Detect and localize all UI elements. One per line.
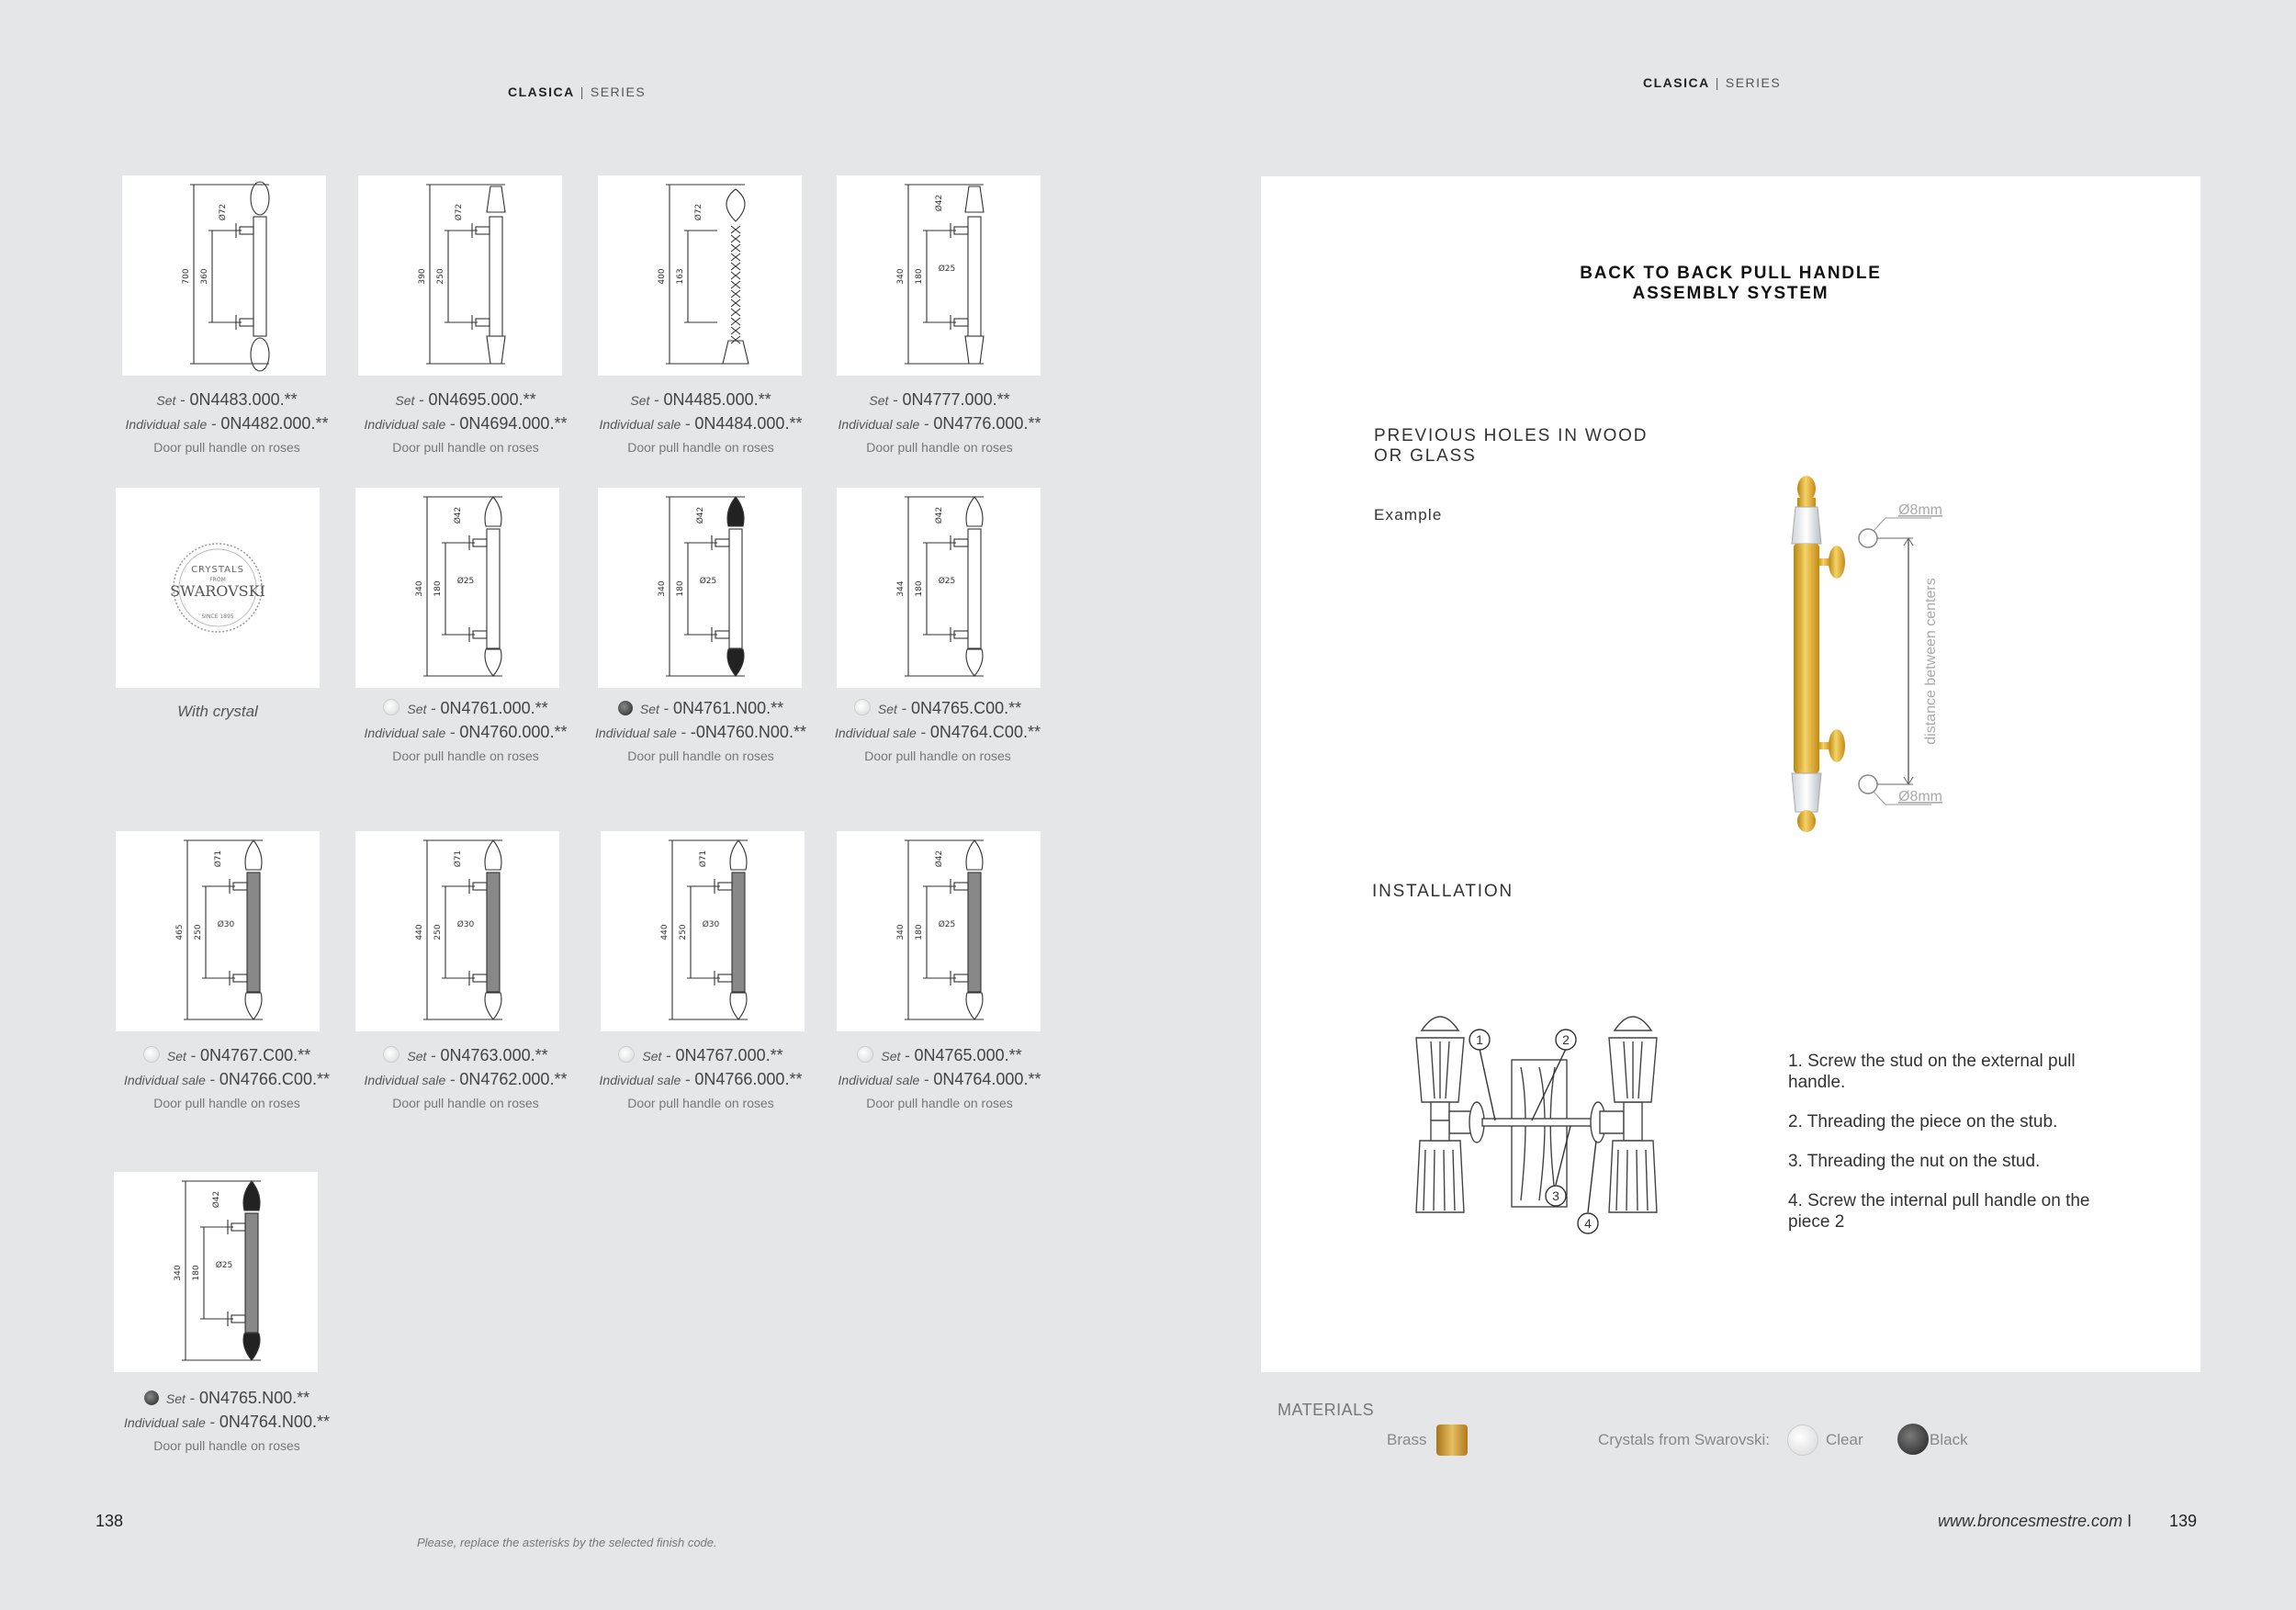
- individual-sale-code: 0N4694.000.**: [459, 414, 568, 433]
- set-label: Set: [642, 1049, 662, 1064]
- hole-top-icon: [1859, 529, 1877, 547]
- handle-technical-drawing: [122, 175, 326, 376]
- set-line: Set - 0N4777.000.**: [869, 390, 1010, 409]
- set-label: Set: [877, 702, 897, 716]
- dimension-label: 344: [896, 580, 906, 597]
- product-caption: [342, 697, 590, 768]
- set-code: 0N4763.000.**: [440, 1046, 548, 1064]
- product-caption: [577, 697, 825, 768]
- product-caption: [577, 1044, 825, 1115]
- set-line: Set - 0N4763.000.**: [342, 1044, 590, 1068]
- product-description: Door pull handle on roses: [864, 749, 1011, 763]
- holes-diagram: [1859, 502, 1942, 805]
- website-url[interactable]: [1938, 1512, 2132, 1531]
- individual-sale-line: Individual sale - 0N4764.C00.**: [835, 723, 1041, 741]
- set-line: Set - 0N4695.000.**: [395, 390, 536, 409]
- individual-sale-label: Individual sale: [124, 1415, 206, 1430]
- dimension-label: 400: [658, 268, 667, 285]
- product-caption: [103, 1387, 351, 1458]
- individual-sale-code: 0N4764.000.**: [933, 1070, 1041, 1088]
- individual-sale-line: Individual sale - 0N4694.000.**: [364, 414, 568, 433]
- dimension-label: 180: [433, 580, 443, 597]
- dimension-label: 163: [676, 268, 685, 285]
- dimension-label: Ø30: [217, 920, 235, 929]
- dimension-label: 340: [896, 924, 906, 940]
- set-label: Set: [881, 1049, 901, 1064]
- product-drawing-card: [122, 175, 326, 376]
- individual-sale-code: 0N4764.N00.**: [219, 1413, 330, 1431]
- individual-sale-label: Individual sale: [599, 1073, 681, 1087]
- clear-crystal-icon: [383, 1046, 400, 1063]
- dimension-label: 465: [175, 924, 185, 940]
- product-drawing-card: [837, 488, 1041, 688]
- dimension-label: Ø25: [215, 1261, 233, 1270]
- callout-1-label: 1: [1476, 1032, 1483, 1047]
- handle-holes-diagram: [1720, 470, 1977, 838]
- installation-heading: INSTALLATION: [1372, 882, 1514, 901]
- handle-technical-drawing: [837, 488, 1041, 688]
- handle-technical-drawing: [837, 175, 1041, 376]
- product-caption: [103, 388, 351, 459]
- swarovski-caption: With crystal: [177, 703, 258, 720]
- set-code: 0N4483.000.**: [189, 390, 298, 409]
- header-brand: CLASICA: [508, 84, 575, 99]
- individual-sale-line: Individual sale - 0N4766.000.**: [599, 1070, 803, 1088]
- handle-technical-drawing: [116, 831, 320, 1031]
- header-separator: |: [1715, 75, 1720, 90]
- product-drawing-card: [358, 175, 562, 376]
- product-caption: [342, 388, 590, 459]
- handle-technical-drawing: [355, 831, 559, 1031]
- swarovski-logo: [116, 488, 320, 688]
- individual-sale-code: 0N4482.000.**: [220, 414, 329, 433]
- individual-sale-label: Individual sale: [838, 1073, 920, 1087]
- dimension-label: 180: [915, 580, 924, 597]
- gold-handle-image: [1792, 476, 1845, 832]
- product-drawing-card: [598, 488, 802, 688]
- step-4: 4. Screw the internal pull handle on the piece 2: [1788, 1191, 2090, 1232]
- set-code: 0N4485.000.**: [663, 390, 771, 409]
- dimension-label: 340: [658, 580, 667, 597]
- individual-sale-label: Individual sale: [125, 417, 208, 432]
- black-label: Black: [1930, 1431, 1968, 1448]
- holes-heading: [1374, 426, 1648, 467]
- product-description: Door pull handle on roses: [153, 1096, 300, 1110]
- dimension-label: 180: [915, 924, 924, 940]
- product-description: Door pull handle on roses: [392, 749, 539, 763]
- set-code: 0N4767.000.**: [675, 1046, 783, 1064]
- dimension-label: Ø25: [938, 577, 956, 586]
- holes-heading-line2: OR GLASS: [1374, 446, 1477, 466]
- dimension-label: 340: [174, 1265, 183, 1281]
- hole-bottom-icon: [1859, 775, 1877, 794]
- black-crystal-icon: [144, 1390, 159, 1405]
- product-caption: [816, 1044, 1064, 1115]
- materials-heading: MATERIALS: [1277, 1401, 1375, 1419]
- footer-separator: I: [2127, 1512, 2133, 1530]
- handle-technical-drawing: [358, 175, 562, 376]
- dimension-label: Ø30: [456, 920, 475, 929]
- dimension-label: 180: [192, 1265, 201, 1281]
- product-caption: [577, 388, 825, 459]
- panel-title: [1261, 264, 2200, 304]
- dimension-label: 360: [200, 268, 209, 285]
- step-1: 1. Screw the stud on the external pull handle.: [1788, 1052, 2076, 1092]
- handle-technical-drawing: [598, 488, 802, 688]
- set-label: Set: [639, 702, 659, 716]
- clear-label: Clear: [1826, 1431, 1863, 1448]
- product-description: Door pull handle on roses: [153, 440, 300, 455]
- installation-steps: [1788, 1051, 2100, 1251]
- individual-sale-code: 0N4776.000.**: [933, 414, 1041, 433]
- product-description: Door pull handle on roses: [153, 1438, 300, 1453]
- set-label: Set: [407, 702, 427, 716]
- set-label: Set: [166, 1049, 186, 1064]
- handle-technical-drawing: [114, 1172, 318, 1372]
- panel-title-line1: BACK TO BACK PULL HANDLE: [1580, 264, 1882, 283]
- clear-crystal-icon: [383, 699, 400, 715]
- header-series: SERIES: [590, 84, 647, 99]
- brass-swatch-icon: [1436, 1424, 1468, 1456]
- set-label: Set: [156, 393, 176, 408]
- individual-sale-line: Individual sale - -0N4760.N00.**: [595, 723, 806, 741]
- product-description: Door pull handle on roses: [866, 1096, 1013, 1110]
- set-code: 0N4765.N00.**: [199, 1389, 310, 1407]
- dimension-label: Ø42: [935, 506, 944, 524]
- set-line: Set - 0N4767.000.**: [577, 1044, 825, 1068]
- individual-sale-line: Individual sale - 0N4766.C00.**: [124, 1070, 330, 1088]
- individual-sale-code: 0N4766.C00.**: [219, 1070, 330, 1088]
- dimension-label: 440: [660, 924, 670, 940]
- crystals-label: Crystals from Swarovski:: [1598, 1431, 1771, 1448]
- set-line: Set - 0N4485.000.**: [630, 390, 771, 409]
- product-caption: [342, 1044, 590, 1115]
- set-label: Set: [407, 1049, 427, 1064]
- distance-label: distance between centers: [1923, 578, 1939, 745]
- product-description: Door pull handle on roses: [627, 1096, 774, 1110]
- callout-4-label: 4: [1584, 1216, 1592, 1231]
- individual-sale-label: Individual sale: [835, 726, 917, 740]
- product-drawing-card: [355, 831, 559, 1031]
- dimension-label: Ø25: [938, 920, 956, 929]
- header-brand: CLASICA: [1643, 75, 1710, 90]
- product-drawing-card: [837, 175, 1041, 376]
- individual-sale-label: Individual sale: [364, 1073, 446, 1087]
- brass-label: Brass: [1387, 1431, 1427, 1448]
- clear-crystal-icon: [618, 1046, 635, 1063]
- product-description: Door pull handle on roses: [392, 1096, 539, 1110]
- dimension-label: 390: [418, 268, 427, 285]
- logo-since: SINCE 1895: [201, 614, 234, 620]
- example-label: Example: [1374, 506, 1443, 524]
- black-crystal-icon: [1897, 1424, 1929, 1455]
- set-code: 0N4695.000.**: [428, 390, 536, 409]
- individual-sale-label: Individual sale: [595, 726, 677, 740]
- logo-from: FROM: [209, 577, 226, 583]
- individual-sale-code: 0N4760.000.**: [459, 723, 568, 741]
- dimension-label: 250: [433, 924, 443, 940]
- individual-sale-line: Individual sale - 0N4760.000.**: [364, 723, 568, 741]
- header-separator: |: [580, 84, 585, 99]
- set-line: Set - 0N4767.C00.**: [103, 1044, 351, 1068]
- product-drawing-card: [837, 831, 1041, 1031]
- dimension-label: Ø42: [935, 850, 944, 868]
- individual-sale-label: Individual sale: [599, 417, 681, 432]
- dimension-label: 250: [679, 924, 688, 940]
- product-drawing-card: [114, 1172, 318, 1372]
- product-description: Door pull handle on roses: [866, 440, 1013, 455]
- panel-title-line2: ASSEMBLY SYSTEM: [1632, 284, 1829, 303]
- set-code: 0N4761.N00.**: [673, 699, 784, 717]
- set-code: 0N4767.C00.**: [200, 1046, 311, 1064]
- page-number-left: 138: [96, 1512, 124, 1530]
- individual-sale-line: Individual sale - 0N4776.000.**: [838, 414, 1041, 433]
- individual-sale-line: Individual sale - 0N4764.N00.**: [124, 1413, 330, 1431]
- dimension-label: 180: [676, 580, 685, 597]
- dimension-label: Ø25: [699, 577, 717, 586]
- set-code: 0N4777.000.**: [902, 390, 1010, 409]
- individual-sale-line: Individual sale - 0N4762.000.**: [364, 1070, 568, 1088]
- set-code: 0N4765.C00.**: [911, 699, 1022, 717]
- dimension-label: Ø42: [212, 1190, 221, 1209]
- product-description: Door pull handle on roses: [627, 749, 774, 763]
- dimension-label: Ø72: [219, 203, 228, 221]
- dimension-label: Ø71: [699, 850, 708, 868]
- clear-crystal-icon: [857, 1046, 873, 1063]
- dimension-label: Ø42: [935, 194, 944, 212]
- set-line: Set - 0N4761.N00.**: [577, 697, 825, 721]
- swarovski-logo-card: [116, 488, 320, 688]
- individual-sale-line: Individual sale - 0N4482.000.**: [125, 414, 329, 433]
- product-caption: [103, 1044, 351, 1115]
- dimension-label: 180: [915, 268, 924, 285]
- dimension-label: 440: [415, 924, 424, 940]
- product-drawing-card: [355, 488, 559, 688]
- product-description: Door pull handle on roses: [627, 440, 774, 455]
- hole-top-label: Ø8mm: [1898, 502, 1942, 518]
- callout-2-label: 2: [1562, 1032, 1570, 1047]
- set-label: Set: [630, 393, 650, 408]
- individual-sale-code: 0N4766.000.**: [694, 1070, 803, 1088]
- handle-technical-drawing: [837, 831, 1041, 1031]
- dimension-label: Ø25: [938, 265, 956, 274]
- assembly-panel: [1261, 176, 2200, 1372]
- handle-technical-drawing: [598, 175, 802, 376]
- set-label: Set: [869, 393, 889, 408]
- product-caption: [814, 697, 1062, 768]
- logo-name: SWAROVSKI: [170, 582, 265, 600]
- dimension-label: Ø30: [702, 920, 720, 929]
- product-drawing-card: [601, 831, 805, 1031]
- callout-3-label: 3: [1552, 1188, 1559, 1203]
- individual-sale-line: Individual sale - 0N4484.000.**: [599, 414, 803, 433]
- product-drawing-card: [116, 831, 320, 1031]
- set-code: 0N4765.000.**: [914, 1046, 1022, 1064]
- product-description: Door pull handle on roses: [392, 440, 539, 455]
- set-line: Set - 0N4765.N00.**: [103, 1387, 351, 1411]
- dimension-label: 250: [436, 268, 445, 285]
- dimension-label: 250: [194, 924, 203, 940]
- step-3: 3. Threading the nut on the stud.: [1788, 1152, 2041, 1171]
- set-code: 0N4761.000.**: [440, 699, 548, 717]
- individual-sale-code: 0N4764.C00.**: [929, 723, 1041, 741]
- dimension-label: 700: [182, 268, 191, 285]
- dimension-label: Ø72: [694, 203, 703, 221]
- dimension-label: Ø72: [455, 203, 464, 221]
- handle-technical-drawing: [601, 831, 805, 1031]
- set-line: Set - 0N4761.000.**: [342, 697, 590, 721]
- logo-crystals: CRYSTALS: [191, 565, 244, 575]
- header-series: SERIES: [1725, 75, 1782, 90]
- holes-heading-line1: PREVIOUS HOLES IN WOOD: [1374, 426, 1649, 445]
- individual-sale-label: Individual sale: [364, 417, 446, 432]
- clear-crystal-icon: [1787, 1424, 1818, 1456]
- finish-note: Please, replace the asterisks by the selected finish code.: [417, 1536, 717, 1549]
- clear-crystal-icon: [143, 1046, 160, 1063]
- dimension-label: Ø71: [454, 850, 463, 868]
- black-crystal-icon: [618, 701, 633, 715]
- individual-sale-label: Individual sale: [364, 726, 446, 740]
- handle-technical-drawing: [355, 488, 559, 688]
- step-2: 2. Threading the piece on the stub.: [1788, 1112, 2058, 1132]
- left-header: [508, 84, 646, 99]
- page-number-right: 139: [2169, 1512, 2198, 1530]
- website-url-text[interactable]: www.broncesmestre.com: [1938, 1512, 2123, 1530]
- set-label: Set: [165, 1391, 186, 1406]
- dimension-label: Ø71: [214, 850, 223, 868]
- dimension-label: Ø42: [696, 506, 705, 524]
- installation-diagram: [1403, 1003, 1743, 1242]
- individual-sale-line: Individual sale - 0N4764.000.**: [838, 1070, 1041, 1088]
- dimension-label: 340: [896, 268, 906, 285]
- right-header: [1643, 75, 1781, 90]
- product-drawing-card: [598, 175, 802, 376]
- individual-sale-code: 0N4762.000.**: [459, 1070, 568, 1088]
- set-line: Set - 0N4483.000.**: [156, 390, 298, 409]
- dimension-label: 340: [415, 580, 424, 597]
- product-caption: [816, 388, 1064, 459]
- set-label: Set: [395, 393, 415, 408]
- set-line: Set - 0N4765.000.**: [816, 1044, 1064, 1068]
- individual-sale-code: 0N4484.000.**: [694, 414, 803, 433]
- individual-sale-label: Individual sale: [124, 1073, 206, 1087]
- clear-crystal-icon: [854, 699, 871, 715]
- individual-sale-code: -0N4760.N00.**: [690, 723, 806, 741]
- dimension-label: Ø42: [454, 506, 463, 524]
- dimension-label: Ø25: [456, 577, 475, 586]
- set-line: Set - 0N4765.C00.**: [814, 697, 1062, 721]
- hole-bottom-label: Ø8mm: [1898, 789, 1942, 805]
- individual-sale-label: Individual sale: [838, 417, 920, 432]
